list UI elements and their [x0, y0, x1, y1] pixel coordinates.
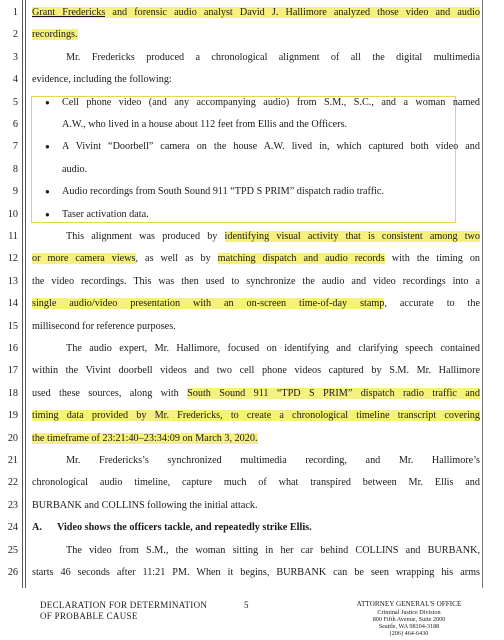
line-text — [32, 3, 480, 22]
document-line — [0, 205, 504, 224]
text-run: starts 46 seconds after 11:21 PM. When it begins, BURBANK can be seen wrapping his arms — [32, 567, 480, 578]
line-number: 3 — [12, 51, 18, 63]
document-line — [0, 361, 504, 380]
line-text — [62, 93, 480, 112]
highlighted-text: single audio/video presentation with an on-screen time-of-day stamp — [32, 298, 385, 310]
document-line — [0, 115, 504, 134]
page-footer — [0, 600, 504, 640]
text-run: A.W., who lived in a house about 112 feet from Ellis and the Officers. — [62, 119, 348, 130]
text-run: used these sources, along with — [32, 387, 188, 399]
document-line — [0, 160, 504, 179]
text-run: Audio recordings from South Sound 911 “TPD S PRIM” dispatch radio traffic. — [62, 186, 384, 198]
line-text — [32, 272, 480, 291]
line-text — [32, 361, 480, 380]
line-number: 5 — [12, 96, 18, 108]
line-number: 2 — [12, 29, 18, 41]
text-run: the video recordings. This was then used to synchronize the audio and video recordings into a — [32, 275, 480, 287]
line-text — [32, 473, 480, 492]
office-name: ATTORNEY GENERAL'S OFFICE — [356, 600, 462, 608]
office-division: Criminal Justice Division — [377, 609, 441, 616]
document-line — [0, 317, 504, 336]
document-line — [0, 25, 504, 44]
line-text — [66, 339, 480, 358]
text-run: The video from S.M., the woman sitting in her car behind COLLINS and BURBANK, — [66, 544, 480, 556]
line-text — [62, 115, 480, 134]
line-text — [32, 563, 480, 582]
text-run: This alignment was produced by — [66, 231, 225, 242]
document-line — [0, 227, 504, 246]
line-number: 20 — [7, 432, 18, 444]
highlighted-text: the timeframe of 23:21:40–23:34:09 on March 3, 2020. — [32, 432, 258, 444]
line-text — [32, 429, 480, 448]
page-number: 5 — [244, 600, 249, 610]
highlighted-text: South Sound 911 “TPD S PRIM” dispatch radio traffic and — [187, 387, 480, 399]
text-run: evidence, including the following: — [32, 74, 172, 86]
line-number: 12 — [7, 253, 18, 265]
document-line — [0, 272, 504, 291]
highlighted-text: identifying visual activity that is consistent among two — [224, 231, 480, 242]
document-line — [0, 384, 504, 403]
line-text — [66, 227, 480, 246]
text-run: , accurate to the — [384, 298, 480, 310]
document-line — [0, 182, 504, 201]
text-run: chronological audio timeline, capture much of what transpired between Mr. Ellis and — [32, 477, 480, 489]
text-run: Mr. Fredericks’s synchronized multimedia recording, and Mr. Hallimore’s — [66, 455, 480, 466]
office-address-block — [334, 600, 484, 637]
document-title-line1: DECLARATION FOR DETERMINATION — [40, 600, 208, 610]
line-text — [32, 496, 480, 515]
office-city: Seattle, WA 98104-3188 — [378, 623, 440, 630]
text-run: , as well as by — [135, 253, 218, 265]
text-run: within the Vivint doorbell videos and two cell phone videos captured by S.M. Mr. Hallimore — [32, 365, 480, 377]
line-number: 7 — [12, 141, 18, 153]
line-number: 26 — [7, 567, 18, 578]
line-text — [62, 160, 480, 179]
line-number: 10 — [7, 208, 18, 220]
line-number: 23 — [7, 499, 18, 511]
line-number: 8 — [12, 163, 18, 175]
document-line — [0, 429, 504, 448]
line-text — [62, 137, 480, 156]
document-line — [0, 541, 504, 560]
line-number: 18 — [7, 387, 18, 399]
document-title — [40, 600, 207, 622]
line-text — [32, 25, 480, 44]
line-number: 17 — [7, 365, 18, 377]
line-number: 11 — [8, 231, 18, 242]
line-number: 22 — [7, 477, 18, 489]
line-number: 6 — [12, 119, 18, 130]
line-number: 1 — [12, 7, 18, 18]
highlighted-text: and — [105, 7, 135, 18]
line-number: 24 — [7, 522, 18, 534]
line-text — [32, 249, 480, 268]
office-phone: (206) 464-6430 — [389, 630, 429, 637]
text-run: Mr. Fredericks produced a chronological alignment of all the digital multimedia — [66, 51, 480, 63]
document-line — [0, 496, 504, 515]
line-text — [32, 70, 480, 89]
line-text — [66, 451, 480, 470]
document-line — [0, 249, 504, 268]
highlighted-text: recordings. — [32, 29, 78, 41]
highlighted-text: forensic audio analyst David J. Hallimore analyzed those video and audio — [134, 7, 480, 18]
section-heading-text: A. — [32, 522, 42, 534]
highlighted-text: or more camera views — [32, 253, 136, 265]
highlighted-text: matching dispatch and audio records — [217, 253, 385, 265]
section-heading-text: Video shows the officers tackle, and repeatedly strike Ellis. — [41, 522, 312, 534]
line-text — [32, 294, 480, 313]
line-number: 15 — [7, 320, 18, 332]
line-text — [66, 48, 480, 67]
line-number: 9 — [12, 186, 18, 198]
line-number: 25 — [7, 544, 18, 556]
document-title-line2: OF PROBABLE CAUSE — [40, 611, 138, 621]
bullet-icon: ● — [45, 187, 50, 197]
highlighted-text: Grant Fredericks — [32, 7, 106, 18]
bullet-icon: ● — [45, 142, 50, 152]
line-number: 21 — [7, 455, 18, 466]
bullet-icon: ● — [45, 209, 50, 219]
document-line — [0, 451, 504, 470]
text-run: The audio expert, Mr. Hallimore, focused on identifying and clarifying speech contained — [66, 343, 480, 354]
text-run: BURBANK and COLLINS following the initial attack. — [32, 499, 258, 511]
document-line — [0, 473, 504, 492]
document-line — [0, 563, 504, 582]
line-text — [32, 406, 480, 425]
line-number: 16 — [7, 343, 18, 354]
line-number: 19 — [7, 410, 18, 422]
line-text — [32, 317, 480, 336]
document-line — [0, 70, 504, 89]
highlighted-text: timing data provided by Mr. Fredericks, to create a chronological timeline transcript covering — [32, 410, 480, 422]
office-street: 800 Fifth Avenue, Suite 2000 — [372, 616, 446, 623]
document-line — [0, 294, 504, 313]
line-text — [62, 182, 480, 201]
text-run: with the timing on — [384, 253, 480, 265]
line-text — [62, 205, 480, 224]
text-run: Taser activation data. — [62, 208, 149, 220]
text-run: millisecond for reference purposes. — [32, 320, 176, 332]
document-line — [0, 3, 504, 22]
text-run: A Vivint “Doorbell” camera on the house A.W. lived in, which captured both video and — [62, 141, 480, 153]
line-number: 13 — [7, 275, 18, 287]
document-line — [0, 518, 504, 537]
document-line — [0, 339, 504, 358]
bullet-icon: ● — [45, 97, 50, 107]
line-text — [66, 541, 480, 560]
text-run: Cell phone video (and any accompanying audio) from S.M., S.C., and a woman named — [62, 96, 480, 108]
line-number: 4 — [12, 74, 18, 86]
line-text — [32, 518, 480, 537]
line-text — [32, 384, 480, 403]
document-line — [0, 48, 504, 67]
text-run: audio. — [62, 163, 88, 175]
line-number: 14 — [7, 298, 18, 310]
document-line — [0, 406, 504, 425]
document-line — [0, 93, 504, 112]
document-line — [0, 137, 504, 156]
